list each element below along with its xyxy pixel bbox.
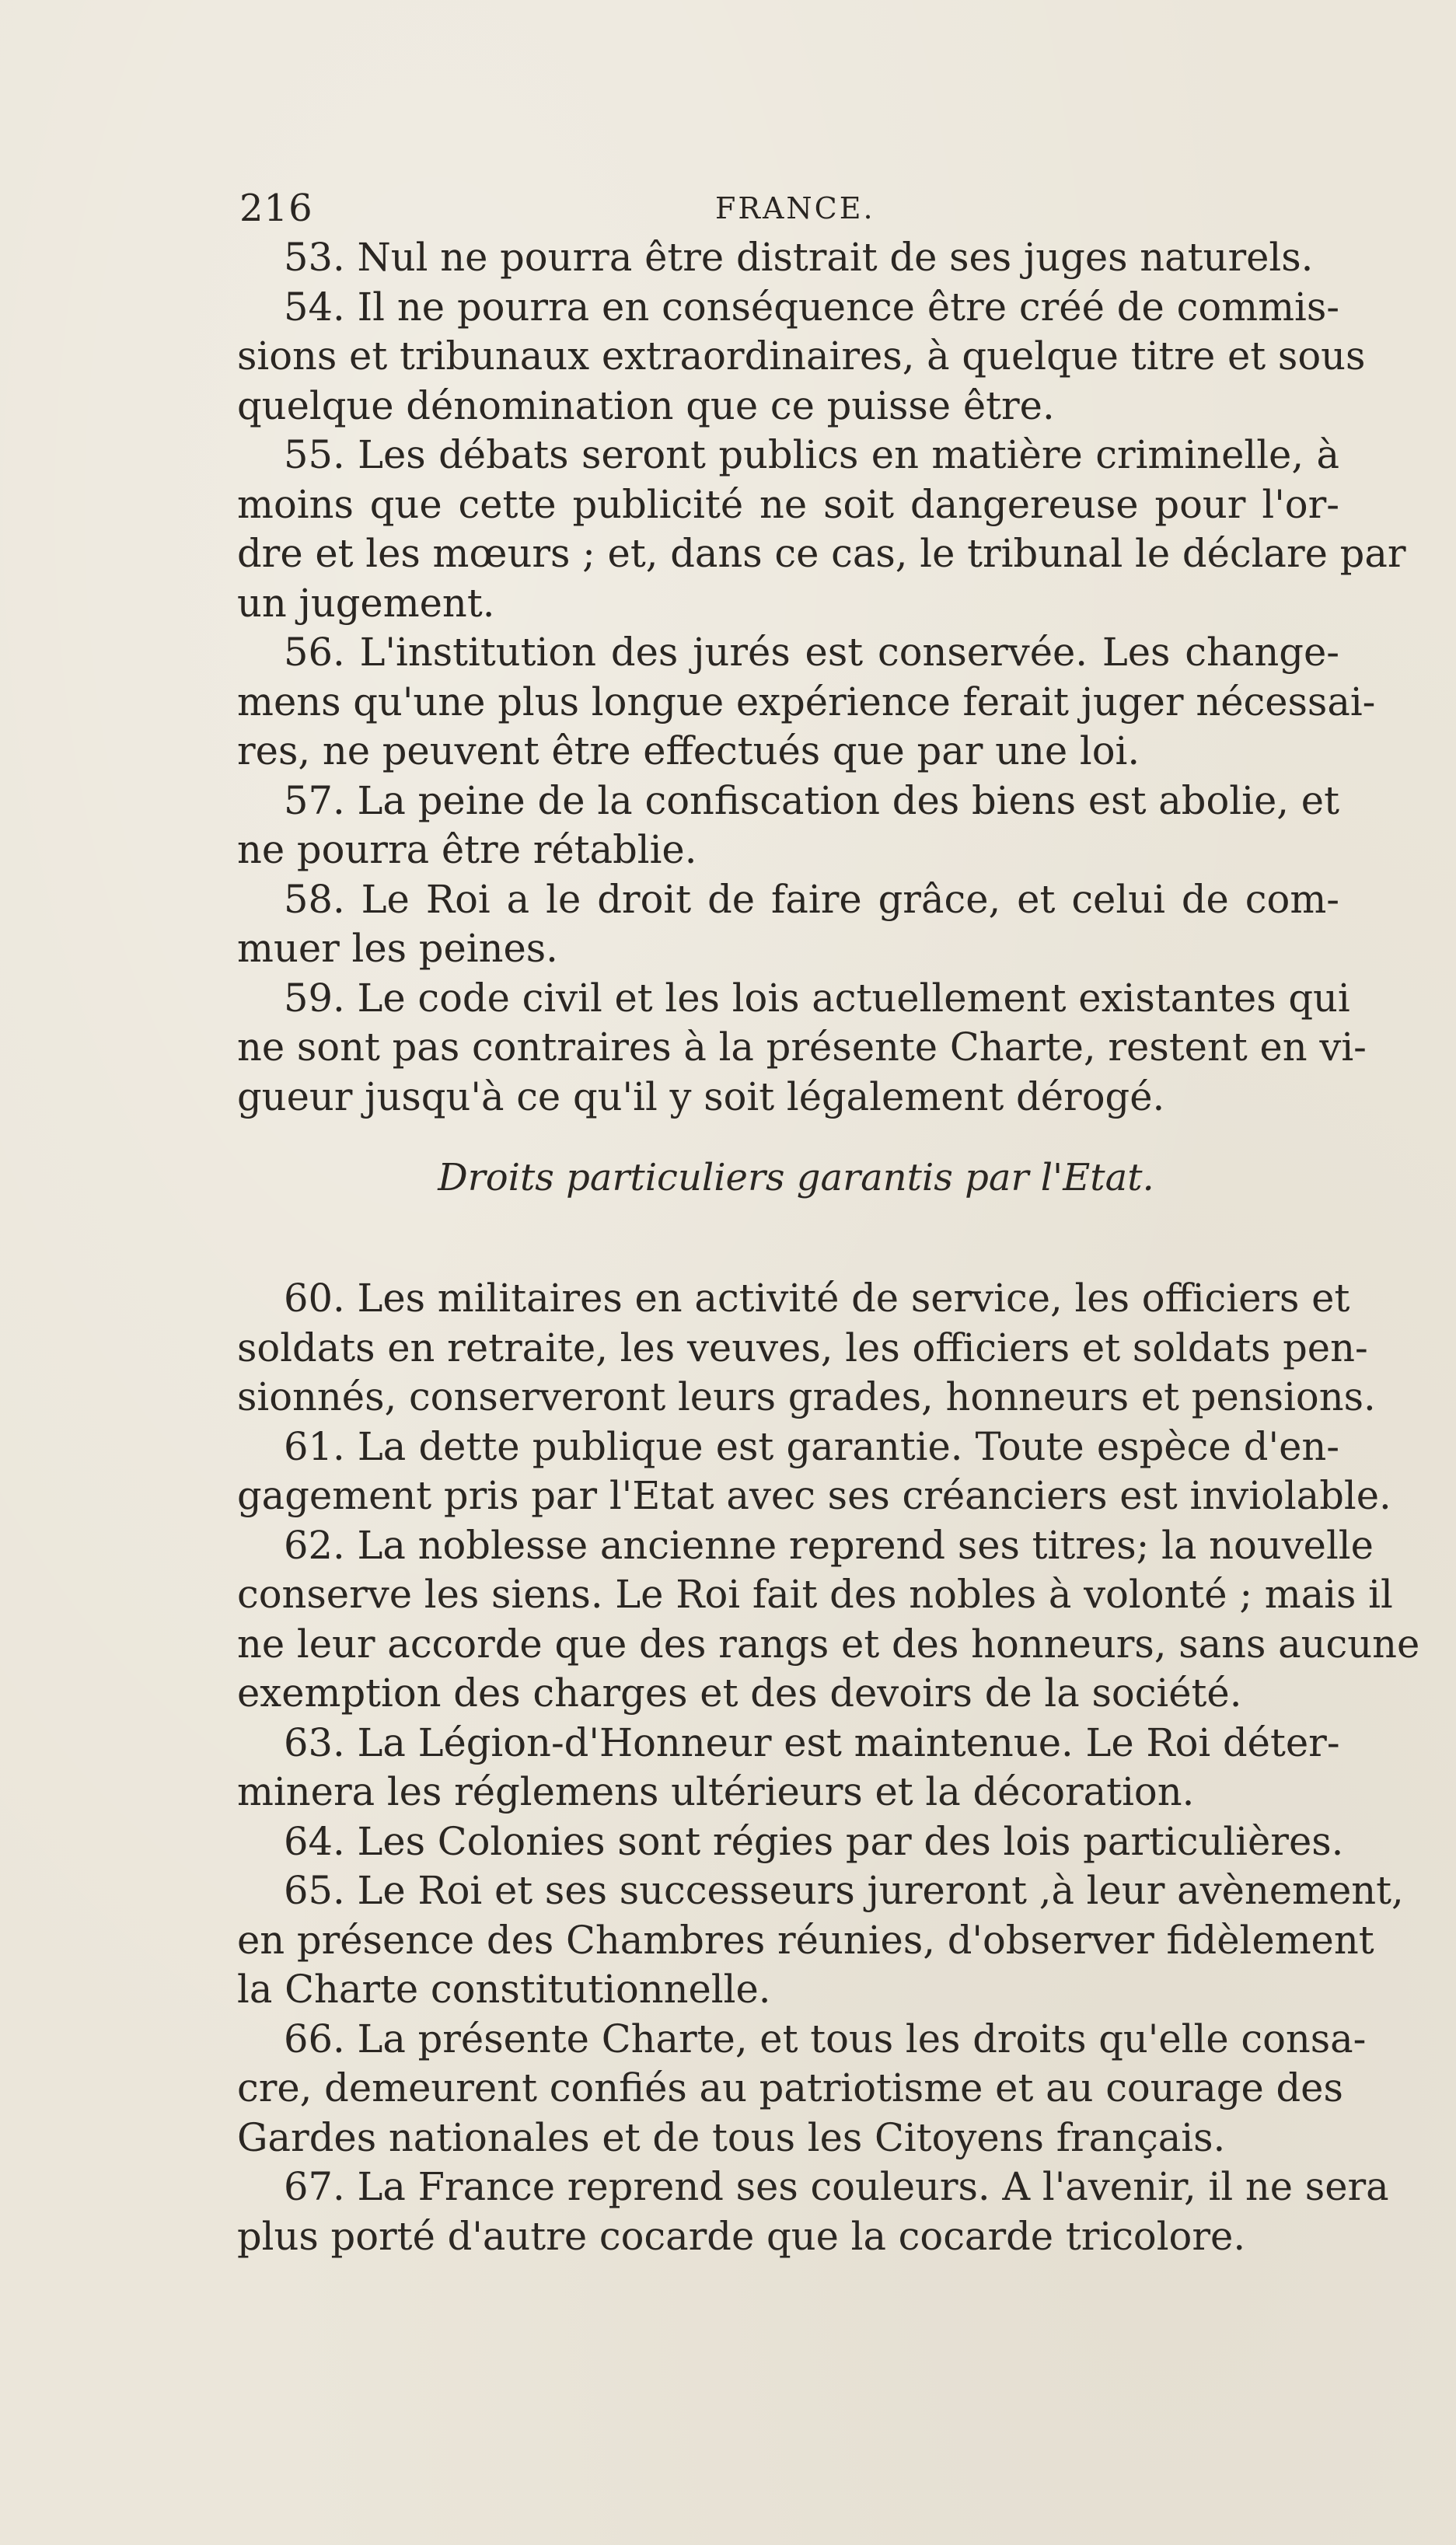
article-line: res, ne peuvent être effectués que par une loi.: [237, 728, 1140, 773]
article-line: dre et les mœurs ; et, dans ce cas, le tribunal le déclare par: [237, 531, 1406, 576]
page-body: [237, 233, 1420, 2261]
article-line: cre, demeurent confiés au patriotisme et au courage des: [237, 2065, 1343, 2110]
article: [237, 1817, 1344, 1867]
article: [237, 1521, 1420, 1719]
article-first-line: 54. Il ne pourra en conséquence être créé de commis-: [284, 284, 1339, 330]
article: [237, 233, 1339, 283]
article-first-line: 57. La peine de la confiscation des biens est abolie, et: [284, 777, 1339, 823]
article-first-line: 67. La France reprend ses couleurs. A l'avenir, il ne sera: [284, 2164, 1389, 2209]
article-line: Gardes nationales et de tous les Citoyens français.: [237, 2114, 1226, 2160]
section-heading: Droits particuliers garantis par l'Etat.: [438, 1156, 1154, 1199]
article-line: la Charte constitutionnelle.: [237, 1967, 771, 2012]
article-first-line: 64. Les Colonies sont régies par des lois particulières.: [284, 1818, 1344, 1864]
article-line: sionnés, conserveront leurs grades, honneurs et pensions.: [237, 1374, 1376, 1419]
article: [237, 974, 1367, 1122]
article-line: soldats en retraite, les veuves, les officiers et soldats pen-: [237, 1325, 1368, 1370]
article-line: plus porté d'autre cocarde que la cocarde tricolore.: [237, 2213, 1246, 2259]
article-line: muer les peines.: [237, 926, 558, 971]
articles-after-heading: [237, 1274, 1420, 2261]
page-number: 216: [239, 187, 313, 230]
article-line: moins que cette publicité ne soit dangereuse pour l'or-: [237, 481, 1339, 527]
article: [237, 1866, 1404, 2015]
article-line: ne leur accorde que des rangs et des honneurs, sans aucune: [237, 1621, 1420, 1667]
article-first-line: 59. Le code civil et les lois actuellement existantes qui: [284, 975, 1350, 1021]
page-header: [239, 183, 1343, 238]
spacer: [237, 1203, 1339, 1274]
article-first-line: 55. Les débats seront publics en matière criminelle, à: [284, 432, 1339, 477]
article: [237, 628, 1376, 777]
article: [237, 283, 1366, 431]
article-line: mens qu'une plus longue expérience ferait juger nécessai-: [237, 679, 1376, 724]
article-line: gagement pris par l'Etat avec ses créanciers est inviolable.: [237, 1473, 1391, 1518]
article: [237, 1719, 1339, 1817]
article-first-line: 62. La noblesse ancienne reprend ses titres; la nouvelle: [284, 1522, 1374, 1568]
article-line: exemption des charges et des devoirs de la société.: [237, 1670, 1242, 1716]
article-first-line: 61. La dette publique est garantie. Toute espèce d'en-: [284, 1423, 1339, 1469]
article-first-line: 66. La présente Charte, et tous les droits qu'elle consa-: [284, 2016, 1367, 2061]
article-first-line: 58. Le Roi a le droit de faire grâce, et celui de com-: [284, 876, 1339, 922]
article: [237, 777, 1339, 875]
article-line: sions et tribunaux extraordinaires, à quelque titre et sous: [237, 333, 1366, 379]
article: [237, 2015, 1367, 2163]
article-line: un jugement.: [237, 580, 495, 626]
article-first-line: 65. Le Roi et ses successeurs jureront ,à leur avènement,: [284, 1868, 1404, 1913]
article: [237, 875, 1339, 974]
articles-before-heading: [237, 233, 1406, 1122]
article-first-line: 53. Nul ne pourra être distrait de ses juges naturels.: [284, 235, 1314, 280]
running-head: FRANCE.: [715, 191, 875, 225]
article: [237, 431, 1406, 628]
article-line: conserve les siens. Le Roi fait des nobles à volonté ; mais il: [237, 1572, 1393, 1617]
article-line: gueur jusqu'à ce qu'il y soit légalement dérogé.: [237, 1074, 1165, 1119]
article: [237, 2163, 1389, 2261]
article-first-line: 63. La Légion-d'Honneur est maintenue. Le Roi déter-: [284, 1719, 1340, 1765]
article-line: minera les réglemens ultérieurs et la décoration.: [237, 1769, 1195, 1814]
article-first-line: 60. Les militaires en activité de service, les officiers et: [284, 1276, 1350, 1321]
article: [237, 1274, 1376, 1423]
article-line: quelque dénomination que ce puisse être.: [237, 382, 1055, 428]
article-line: ne pourra être rétablie.: [237, 827, 697, 872]
article-line: en présence des Chambres réunies, d'observer fidèlement: [237, 1917, 1374, 1963]
article: [237, 1423, 1391, 1521]
article-line: ne sont pas contraires à la présente Charte, restent en vi-: [237, 1025, 1367, 1070]
article-first-line: 56. L'institution des jurés est conservée. Les change-: [284, 630, 1339, 675]
spacer: [237, 1122, 1339, 1153]
